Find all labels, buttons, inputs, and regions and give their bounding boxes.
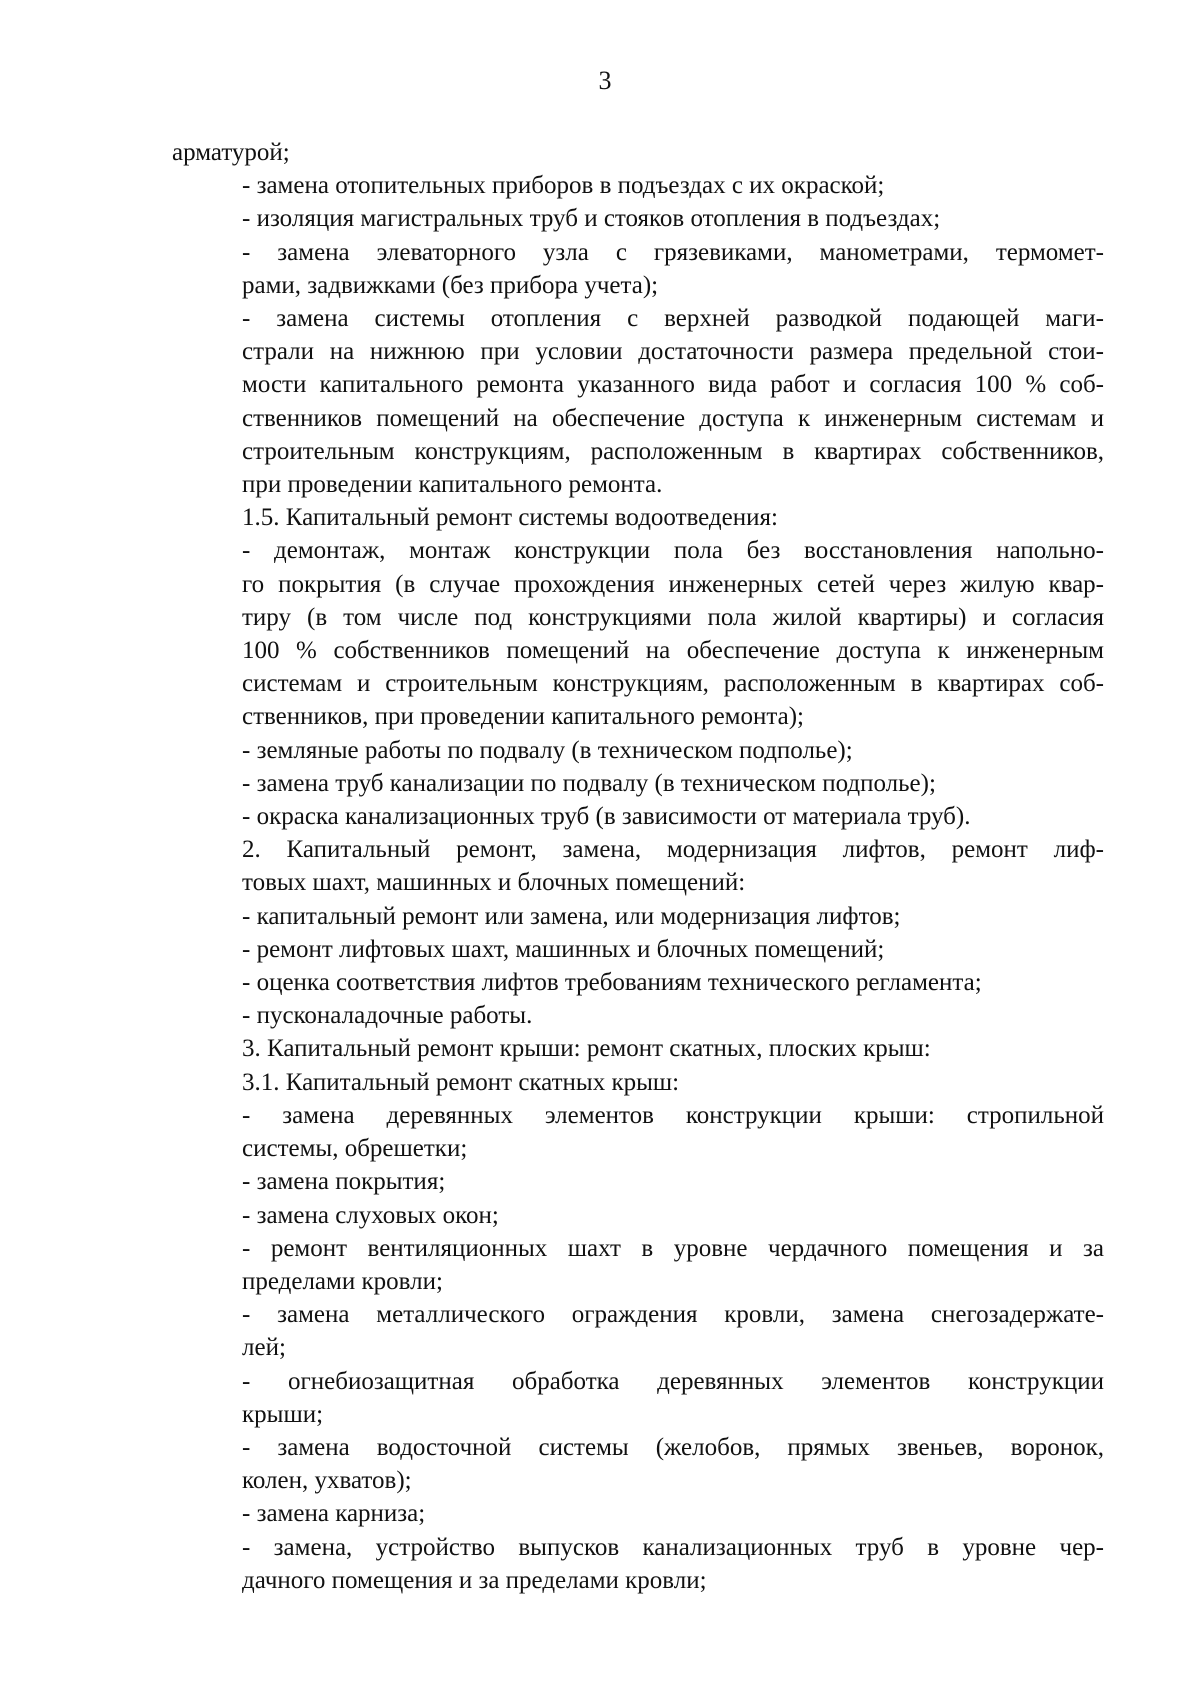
text-line: рами, задвижками (без прибора учета); <box>242 271 659 299</box>
text-line: - пусконаладочные работы. <box>242 1002 533 1030</box>
text-line: при проведении капитального ремонта. <box>242 471 663 499</box>
paragraph <box>172 734 1104 767</box>
text-line: - замена системы отопления с верхней разводкой подающей маги- <box>242 305 1104 333</box>
text-line: - замена, устройство выпусков канализационных труб в уровне чер- <box>242 1533 1104 1561</box>
text-line: - оценка соответствия лифтов требованиям технического регламента; <box>242 969 982 997</box>
paragraph <box>172 169 1104 202</box>
text-line: 3.1. Капитальный ремонт скатных крыш: <box>242 1068 680 1096</box>
text-line: - ремонт лифтовых шахт, машинных и блочных помещений; <box>242 935 885 963</box>
paragraph <box>172 1066 1104 1099</box>
text-line: 1.5. Капитальный ремонт системы водоотведения: <box>242 504 778 532</box>
text-line: - замена карниза; <box>242 1500 426 1528</box>
text-line: - замена покрытия; <box>242 1168 446 1196</box>
paragraph <box>172 966 1104 999</box>
paragraph <box>172 501 1104 534</box>
text-line: - окраска канализационных труб (в зависимости от материала труб). <box>242 803 971 831</box>
text-line: 2. Капитальный ремонт, замена, модернизация лифтов, ремонт лиф- <box>242 836 1104 864</box>
text-line: - замена деревянных элементов конструкции крыши: стропильной <box>242 1101 1104 1129</box>
text-line: 3. Капитальный ремонт крыши: ремонт скатных, плоских крыш: <box>242 1035 931 1063</box>
paragraph <box>172 1232 1104 1298</box>
text-line: - огнебиозащитная обработка деревянных элементов конструкции <box>242 1367 1104 1395</box>
text-line: - замена элеваторного узла с грязевиками, манометрами, термомет- <box>242 238 1104 266</box>
paragraph <box>172 1531 1104 1597</box>
paragraph <box>172 800 1104 833</box>
paragraph <box>172 1431 1104 1497</box>
paragraph <box>172 1032 1104 1065</box>
text-line: - замена слуховых окон; <box>242 1201 499 1229</box>
text-line: - замена водосточной системы (желобов, прямых звеньев, воронок, <box>242 1433 1104 1461</box>
text-line: системам и строительным конструкциям, расположенным в квартирах соб- <box>242 670 1104 698</box>
text-line: лей; <box>242 1334 286 1362</box>
text-line: мости капитального ремонта указанного вида работ и согласия 100 % соб- <box>242 371 1104 399</box>
text-line: - демонтаж, монтаж конструкции пола без восстановления напольно- <box>242 537 1104 565</box>
paragraph <box>172 1165 1104 1198</box>
paragraph <box>172 136 1104 169</box>
text-line: ственников помещений на обеспечение доступа к инженерным системам и <box>242 404 1104 432</box>
paragraph <box>172 900 1104 933</box>
paragraph <box>172 1199 1104 1232</box>
paragraph <box>172 833 1104 899</box>
text-line: - земляные работы по подвалу (в техническом подполье); <box>242 736 853 764</box>
text-line: - ремонт вентиляционных шахт в уровне чердачного помещения и за <box>242 1234 1104 1262</box>
text-line: строительным конструкциям, расположенным в квартирах собственников, <box>242 437 1104 465</box>
paragraph <box>172 1298 1104 1364</box>
text-line: - замена труб канализации по подвалу (в техническом подполье); <box>242 769 936 797</box>
page-number: 3 <box>598 66 612 95</box>
text-line: товых шахт, машинных и блочных помещений: <box>242 869 746 897</box>
text-line: системы, обрешетки; <box>242 1135 468 1163</box>
paragraph <box>172 767 1104 800</box>
text-line: - изоляция магистральных труб и стояков отопления в подъездах; <box>242 205 941 233</box>
text-line: страли на нижнюю при условии достаточности размера предельной стои- <box>242 338 1104 366</box>
paragraph <box>172 202 1104 235</box>
text-line: тиру (в том числе под конструкциями пола жилой квартиры) и согласия <box>242 603 1104 631</box>
paragraph <box>172 933 1104 966</box>
text-line: - замена отопительных приборов в подъездах с их окраской; <box>242 172 885 200</box>
paragraph <box>172 999 1104 1032</box>
text-line: пределами кровли; <box>242 1267 443 1295</box>
text-line: крыши; <box>242 1400 324 1428</box>
text-line: арматурой; <box>172 139 290 166</box>
paragraph <box>172 1365 1104 1431</box>
text-line: - замена металлического ограждения кровли, замена снегозадержате- <box>242 1301 1104 1329</box>
text-line: колен, ухватов); <box>242 1467 412 1495</box>
text-line: - капитальный ремонт или замена, или модернизация лифтов; <box>242 902 901 930</box>
text-line: 100 % собственников помещений на обеспечение доступа к инженерным <box>242 637 1104 665</box>
text-line: дачного помещения и за пределами кровли; <box>242 1566 707 1594</box>
paragraph <box>172 302 1104 501</box>
paragraph <box>172 1497 1104 1530</box>
text-line: ственников, при проведении капитального ремонта); <box>242 703 804 731</box>
paragraph <box>172 534 1104 733</box>
paragraph <box>172 1099 1104 1165</box>
document-body <box>172 136 1104 1597</box>
text-line: го покрытия (в случае прохождения инженерных сетей через жилую квар- <box>242 570 1104 598</box>
paragraph <box>172 236 1104 302</box>
